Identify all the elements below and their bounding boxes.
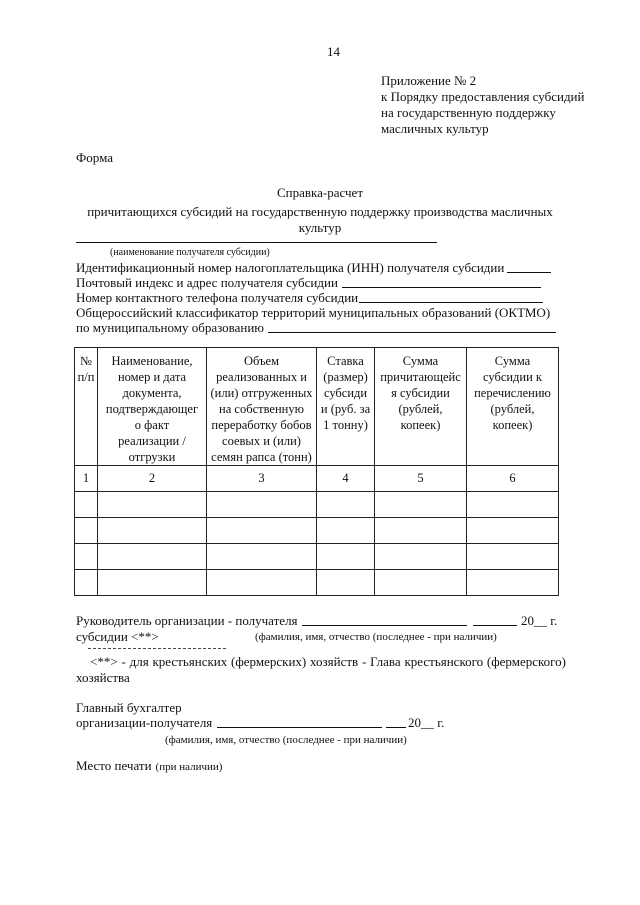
table-cell[interactable] xyxy=(317,544,375,570)
header-due-amount xyxy=(375,348,467,466)
title-line-3: культур xyxy=(298,220,342,235)
header-number xyxy=(75,348,98,466)
appendix-line-3: на государственную поддержку xyxy=(381,105,556,120)
header-text: и (руб. за xyxy=(320,402,371,416)
phone-line xyxy=(359,302,543,303)
stamp-note: (при наличии) xyxy=(155,761,223,773)
accountant-fio-caption: (фамилия, имя, отчество (последнее - при наличии) xyxy=(165,734,407,746)
column-number: 1 xyxy=(75,466,98,492)
recipient-name-line xyxy=(76,242,437,243)
table-cell[interactable] xyxy=(75,570,98,596)
header-rate xyxy=(317,348,375,466)
table-cell[interactable] xyxy=(375,492,467,518)
header-text: подтверждающег xyxy=(105,402,199,416)
table-cell[interactable] xyxy=(467,570,559,596)
accountant-label-1: Главный бухгалтер xyxy=(76,700,182,715)
header-text: семян рапса (тонн) xyxy=(211,450,312,464)
table-cell[interactable] xyxy=(98,544,207,570)
table-cell[interactable] xyxy=(375,518,467,544)
table-cell[interactable] xyxy=(467,518,559,544)
column-number: 6 xyxy=(467,466,559,492)
oktmo-label-1: Общероссийский классификатор территорий муниципальных образований (ОКТМО) xyxy=(76,305,551,320)
table-cell[interactable] xyxy=(467,544,559,570)
header-text: (рублей, xyxy=(490,402,535,416)
page-number: 14 xyxy=(327,44,340,59)
address-line xyxy=(342,287,541,288)
column-number: 5 xyxy=(375,466,467,492)
head-label-1: Руководитель организации - получателя xyxy=(76,613,298,628)
table-header-row xyxy=(75,348,559,466)
recipient-caption: (наименование получателя субсидии) xyxy=(110,247,270,258)
appendix-line-2: к Порядку предоставления субсидий xyxy=(381,89,585,104)
table-cell[interactable] xyxy=(375,570,467,596)
header-text: переработку бобов xyxy=(211,418,312,432)
table-cell[interactable] xyxy=(75,544,98,570)
address-label: Почтовый индекс и адрес получателя субсидии xyxy=(76,275,338,290)
stamp-block xyxy=(76,757,222,775)
header-text: причитающейс xyxy=(380,370,461,384)
table-cell[interactable] xyxy=(317,518,375,544)
form-label: Форма xyxy=(76,150,113,165)
table-number-row xyxy=(75,466,559,492)
title-line-2: причитающихся субсидий на государственную поддержку производства масличных xyxy=(87,204,553,219)
header-text: Наименование, xyxy=(111,354,193,368)
stamp-label: Место печати xyxy=(76,758,152,773)
header-text: соевых и (или) xyxy=(222,434,301,448)
inn-line xyxy=(507,272,551,273)
title-line-1: Справка-расчет xyxy=(276,185,364,200)
header-transfer-amount xyxy=(467,348,559,466)
table-row xyxy=(75,492,559,518)
inn-label: Идентификационный номер налогоплательщика (ИНН) получателя субсидии xyxy=(76,260,505,275)
table-cell[interactable] xyxy=(98,492,207,518)
header-text: 1 тонну) xyxy=(323,418,368,432)
column-number: 4 xyxy=(317,466,375,492)
head-fio-caption: (фамилия, имя, отчество (последнее - при наличии) xyxy=(255,631,497,643)
header-text: Объем xyxy=(244,354,279,368)
table-cell[interactable] xyxy=(98,518,207,544)
appendix-line-4: масличных культур xyxy=(381,121,489,136)
header-text: (размер) xyxy=(323,370,368,384)
footnote-text: <**> - для крестьянских (фермерских) хозяйств - Глава крестьянского (фермерского) хозяйства xyxy=(76,654,566,685)
head-date-line xyxy=(473,625,517,626)
header-text: номер и дата xyxy=(117,370,187,384)
table-cell[interactable] xyxy=(207,518,317,544)
accountant-date-line xyxy=(386,727,406,728)
oktmo-label-2: по муниципальному образованию xyxy=(76,320,265,335)
header-text: субсиди xyxy=(323,386,368,400)
appendix-line-1: Приложение № 2 xyxy=(381,73,477,88)
header-text: о факт xyxy=(134,418,170,432)
header-text: Сумма xyxy=(494,354,531,368)
header-text: п/п xyxy=(77,370,95,384)
footnote-separator xyxy=(88,648,226,649)
header-text: реализации / xyxy=(118,434,186,448)
table-cell[interactable] xyxy=(75,518,98,544)
accountant-year: 20__ г. xyxy=(408,715,445,730)
phone-label: Номер контактного телефона получателя субсидии xyxy=(76,290,359,305)
accountant-signature-line xyxy=(217,727,382,728)
header-text: отгрузки xyxy=(128,450,176,464)
subsidy-table xyxy=(74,347,559,596)
column-number: 2 xyxy=(98,466,207,492)
head-signature-line xyxy=(302,625,467,626)
header-text: я субсидии xyxy=(391,386,450,400)
header-text: (или) отгруженных xyxy=(210,386,313,400)
header-text: (рублей, xyxy=(398,402,443,416)
header-text: Ставка xyxy=(327,354,364,368)
oktmo-line xyxy=(268,332,556,333)
table-cell[interactable] xyxy=(75,492,98,518)
header-text: копеек) xyxy=(492,418,533,432)
column-number: 3 xyxy=(207,466,317,492)
head-year: 20__ г. xyxy=(521,613,558,628)
header-text: реализованных и xyxy=(216,370,307,384)
header-text: субсидии к xyxy=(482,370,542,384)
table-row xyxy=(75,544,559,570)
header-text: № xyxy=(80,354,92,368)
table-cell[interactable] xyxy=(317,570,375,596)
header-text: Сумма xyxy=(402,354,439,368)
table-cell[interactable] xyxy=(207,544,317,570)
table-cell[interactable] xyxy=(375,544,467,570)
table-cell[interactable] xyxy=(467,492,559,518)
table-cell[interactable] xyxy=(98,570,207,596)
header-text: перечислению xyxy=(474,386,551,400)
header-document xyxy=(98,348,207,466)
header-volume xyxy=(207,348,317,466)
table-row xyxy=(75,518,559,544)
header-text: документа, xyxy=(122,386,182,400)
header-text: копеек) xyxy=(400,418,441,432)
table-cell[interactable] xyxy=(317,492,375,518)
header-text: на собственную xyxy=(219,402,304,416)
table-row xyxy=(75,570,559,596)
head-label-2: субсидии <**> xyxy=(76,629,159,644)
table-cell[interactable] xyxy=(207,570,317,596)
accountant-label-2: организации-получателя xyxy=(76,715,213,730)
table-cell[interactable] xyxy=(207,492,317,518)
